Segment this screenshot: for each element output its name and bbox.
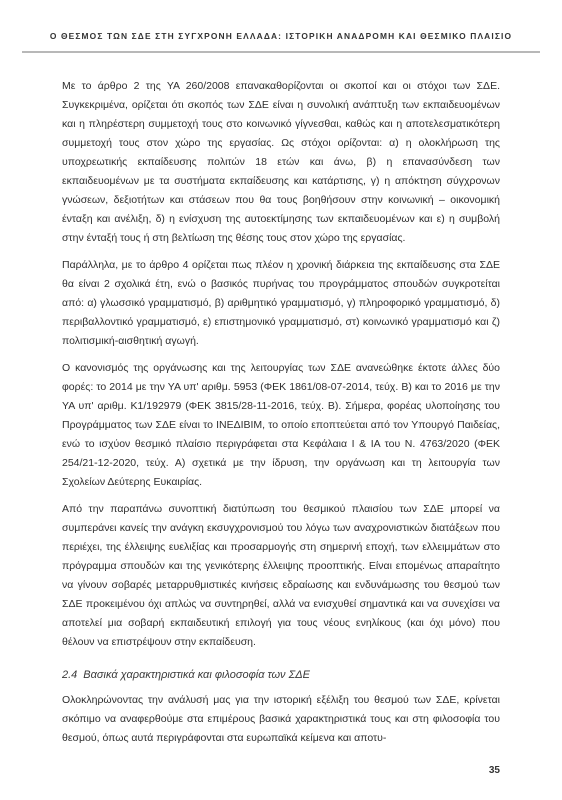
- body-text: [62, 77, 500, 756]
- paragraph-modernisation-need: Από την παραπάνω συνοπτική διατύπωση του θεσμικού πλαισίου των ΣΔΕ μπορεί να συμπεράνει κανείς την ανάγκη εκσυγχρονισμού του λόγω των αναχρονιστικών διατάξεων που περιέχει, της έλλειψης ευελιξίας και προσαρμογής στη σημερινή εποχή, των ελλειμμάτων στο πρόγραμμα σπουδών και της γενικότερης έλλειψης προοπτικής. Είναι επομένως απαραίτητο να γίνουν σοβαρές μεταρρυθμιστικές κινήσεις εδραίωσης και ενδυνάμωσης του θεσμού των ΣΔΕ προκειμένου όχι απλώς να συντηρηθεί, αλλά να ενισχυθεί σημαντικά και να συνεχίσει να αποτελεί μια σοβαρή εκπαιδευτική επιλογή για τους νέους ενηλίκους (και όχι μόνο) που θέλουν να επιστρέψουν στην εκπαίδευση.: [62, 503, 500, 648]
- paragraph-duration-curriculum: Παράλληλα, με το άρθρο 4 ορίζεται πως πλέον η χρονική διάρκεια της εκπαίδευσης στα ΣΔΕ θα είναι 2 σχολικά έτη, ενώ ο βασικός πυρήνας του προγράμματος σπουδών συγκροτείται από: α) γλωσσικό γραμματισμό, β) αριθμητικό γραμματισμό, γ) πληροφορικό γραμματισμό, δ) περιβαλλοντικό γραμματισμό, ε) επιστημονικό γραμματισμό, στ) κοινωνικό γραμματισμό και ζ) πολιτισμική-αισθητική αγωγή.: [62, 259, 500, 347]
- header-rule: [22, 51, 540, 53]
- section-heading: [62, 666, 500, 685]
- paragraph-section-intro: Ολοκληρώνοντας την ανάλυσή μας για την ιστορική εξέλιξη του θεσμού των ΣΔΕ, κρίνεται σκόπιμο να αναφερθούμε στα επιμέρους βασικά χαρακτηριστικά τους και στη φιλοσοφία του θεσμού, όπως αυτά περιγράφονται στα ευρωπαϊκά κείμενα και αποτυ-: [62, 694, 500, 744]
- paragraph-articles-aims: Με το άρθρο 2 της ΥΑ 260/2008 επανακαθορίζονται οι σκοποί και οι στόχοι των ΣΔΕ. Συγκεκριμένα, ορίζεται ότι σκοπός των ΣΔΕ είναι η συνολική ανάπτυξη των εκπαιδευομένων και η πληρέστερη συμμετοχή τους στο κοινωνικό γίγνεσθαι, καθώς και η αποτελεσματικότερη συμμετοχή τους στον χώρο της εργασίας. Ως στόχοι ορίζονται: α) η ολοκλήρωση της υποχρεωτικής εκπαίδευσης πολιτών 18 ετών και άνω, β) η επανασύνδεση των εκπαιδευομένων με τα συστήματα εκπαίδευσης και κατάρτισης, γ) η απόκτηση σύγχρονων γνώσεων, δεξιοτήτων και στάσεων που θα τους βοηθήσουν στην κοινωνική – οικονομική ένταξη και ανέλιξη, δ) η ενίσχυση της αυτοεκτίμησης των εκπαιδευομένων και ε) η συμβολή στην ένταξή τους ή στη βελτίωση της θέσης τους στον χώρο της εργασίας.: [62, 80, 500, 244]
- paragraph-regulation-updates: Ο κανονισμός της οργάνωσης και της λειτουργίας των ΣΔΕ ανανεώθηκε έκτοτε άλλες δύο φορές: το 2014 με την ΥΑ υπ' αριθμ. 5953 (ΦΕΚ 1861/08-07-2014, τεύχ. Β) και το 2016 με την ΥΑ υπ' αριθμ. Κ1/192979 (ΦΕΚ 3815/28-11-2016, τεύχ. Β). Σήμερα, φορέας υλοποίησης του Προγράμματος των ΣΔΕ είναι το ΙΝΕΔΙΒΙΜ, το οποίο εποπτεύεται από τον Υπουργό Παιδείας, ενώ το ισχύον θεσμικό πλαίσιο περιγράφεται στα Κεφάλαια Ι & ΙΑ του Ν. 4763/2020 (ΦΕΚ 254/21-12-2020, τεύχ. Α) σχετικά με την ίδρυση, την οργάνωση και τη λειτουργία των Σχολείων Δεύτερης Ευκαιρίας.: [62, 362, 500, 488]
- section-title: Βασικά χαρακτηριστικά και φιλοσοφία των ΣΔΕ: [83, 669, 310, 681]
- running-header: Ο ΘΕΣΜΟΣ ΤΩΝ ΣΔΕ ΣΤΗ ΣΥΓΧΡΟΝΗ ΕΛΛΑΔΑ: ΙΣΤΟΡΙΚΗ ΑΝΑΔΡΟΜΗ ΚΑΙ ΘΕΣΜΙΚΟ ΠΛΑΙΣΙΟ: [49, 31, 513, 41]
- section-number: 2.4: [62, 669, 78, 681]
- page-number: 35: [488, 765, 500, 776]
